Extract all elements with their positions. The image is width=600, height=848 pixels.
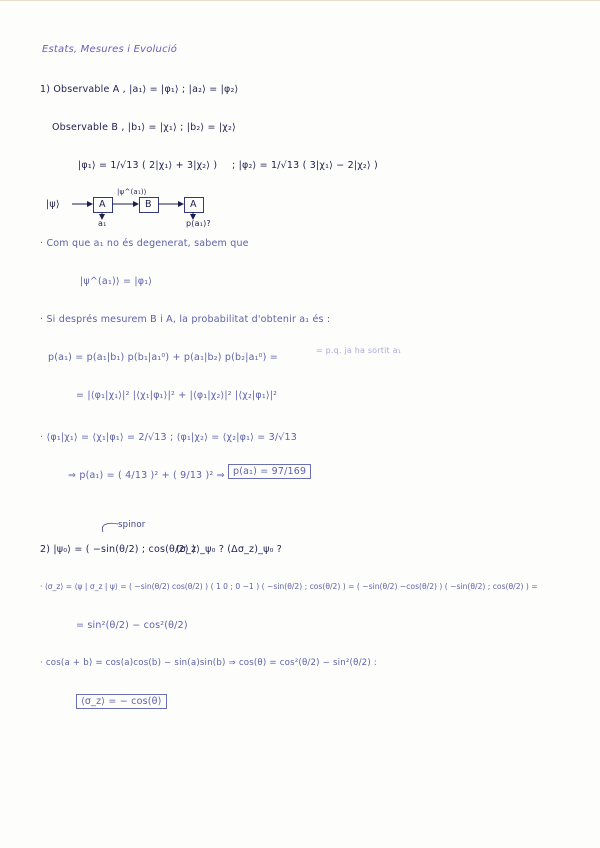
trig-identity: · cos(a + b) = cos(a)cos(b) − sin(a)sin(b) ⇒ cos(θ) = cos²(θ/2) − sin²(θ/2) : — [40, 658, 377, 668]
non-degenerate-text: · Com que a₁ no és degenerat, sabem que — [40, 238, 249, 249]
observable-a-line: 1) Observable A , |a₁⟩ = |φ₁⟩ ; |a₂⟩ = |φ₂⟩ — [40, 84, 239, 95]
collapse-eq: |ψ^(a₁)⟩ = |φ₁⟩ — [80, 276, 153, 287]
result-box: p(a₁) = 97/169 — [228, 464, 311, 479]
result-calc: ⇒ p(a₁) = ( 4/13 )² + ( 9/13 )² ⇒ — [68, 470, 225, 481]
diagram-box-a-label: A — [99, 199, 106, 210]
psi0-state: 2) |ψ₀⟩ = ( −sin(θ/2) ; cos(θ/2) ) — [40, 544, 196, 555]
spinor-label: spinor — [118, 520, 146, 530]
inner-products: · ⟨φ₁|χ₁⟩ = ⟨χ₁|φ₁⟩ = 2/√13 ; ⟨φ₁|χ₂⟩ = ⟨χ₂|φ₁⟩ = 3/√13 — [40, 432, 297, 443]
spinor-pointer — [102, 523, 118, 532]
final-box: ⟨σ_z⟩ = − cos(θ) — [76, 694, 167, 709]
diagram-label-a1: a₁ — [98, 219, 107, 228]
measure-text: · Si després mesurem B i A, la probabilitat d'obtenir a₁ és : — [40, 314, 331, 325]
diagram-box-a2-label: A — [190, 199, 197, 210]
expectation-result: = sin²(θ/2) − cos²(θ/2) — [76, 620, 188, 631]
diagram-label-p: p(a₁)? — [186, 219, 211, 228]
prob-expand: = |⟨φ₁|χ₁⟩|² |⟨χ₁|φ₁⟩|² + |⟨φ₁|χ₂⟩|² |⟨χ₂|φ₁⟩|² — [76, 390, 278, 401]
observable-b-line: Observable B , |b₁⟩ = |χ₁⟩ ; |b₂⟩ = |χ₂⟩ — [52, 122, 236, 133]
diagram-box-b-label: B — [145, 199, 152, 210]
expectation-line: · ⟨σ_z⟩ = ⟨ψ | σ_z | ψ⟩ = ( −sin(θ/2) cos(θ/2) ) ( 1 0 ; 0 −1 ) ( −sin(θ/2) ; cos(θ/2) ) = ( −sin(θ/2) −cos(θ/2) ) ( −sin(θ/2) ; cos(θ/2) ) = — [40, 582, 538, 591]
page-title: Estats, Mesures i Evolució — [42, 44, 178, 55]
p2-questions: ⟨σ_z⟩_ψ₀ ? (Δσ_z)_ψ₀ ? — [176, 544, 283, 555]
phi2-definition: ; |φ₂⟩ = 1/√13 ( 3|χ₁⟩ − 2|χ₂⟩ ) — [232, 160, 378, 171]
diagram-label-top: |ψ^(a₁)⟩ — [117, 188, 147, 196]
prob-formula: p(a₁) = p(a₁|b₁) p(b₁|a₁⁰) + p(a₁|b₂) p(b₂|a₁⁰) = — [48, 352, 278, 363]
prob-note: = p.q. ja ha sortit a₁ — [316, 346, 402, 355]
phi1-definition: |φ₁⟩ = 1/√13 ( 2|χ₁⟩ + 3|χ₂⟩ ) — [78, 160, 218, 171]
diagram-psi: |ψ⟩ — [46, 199, 60, 210]
